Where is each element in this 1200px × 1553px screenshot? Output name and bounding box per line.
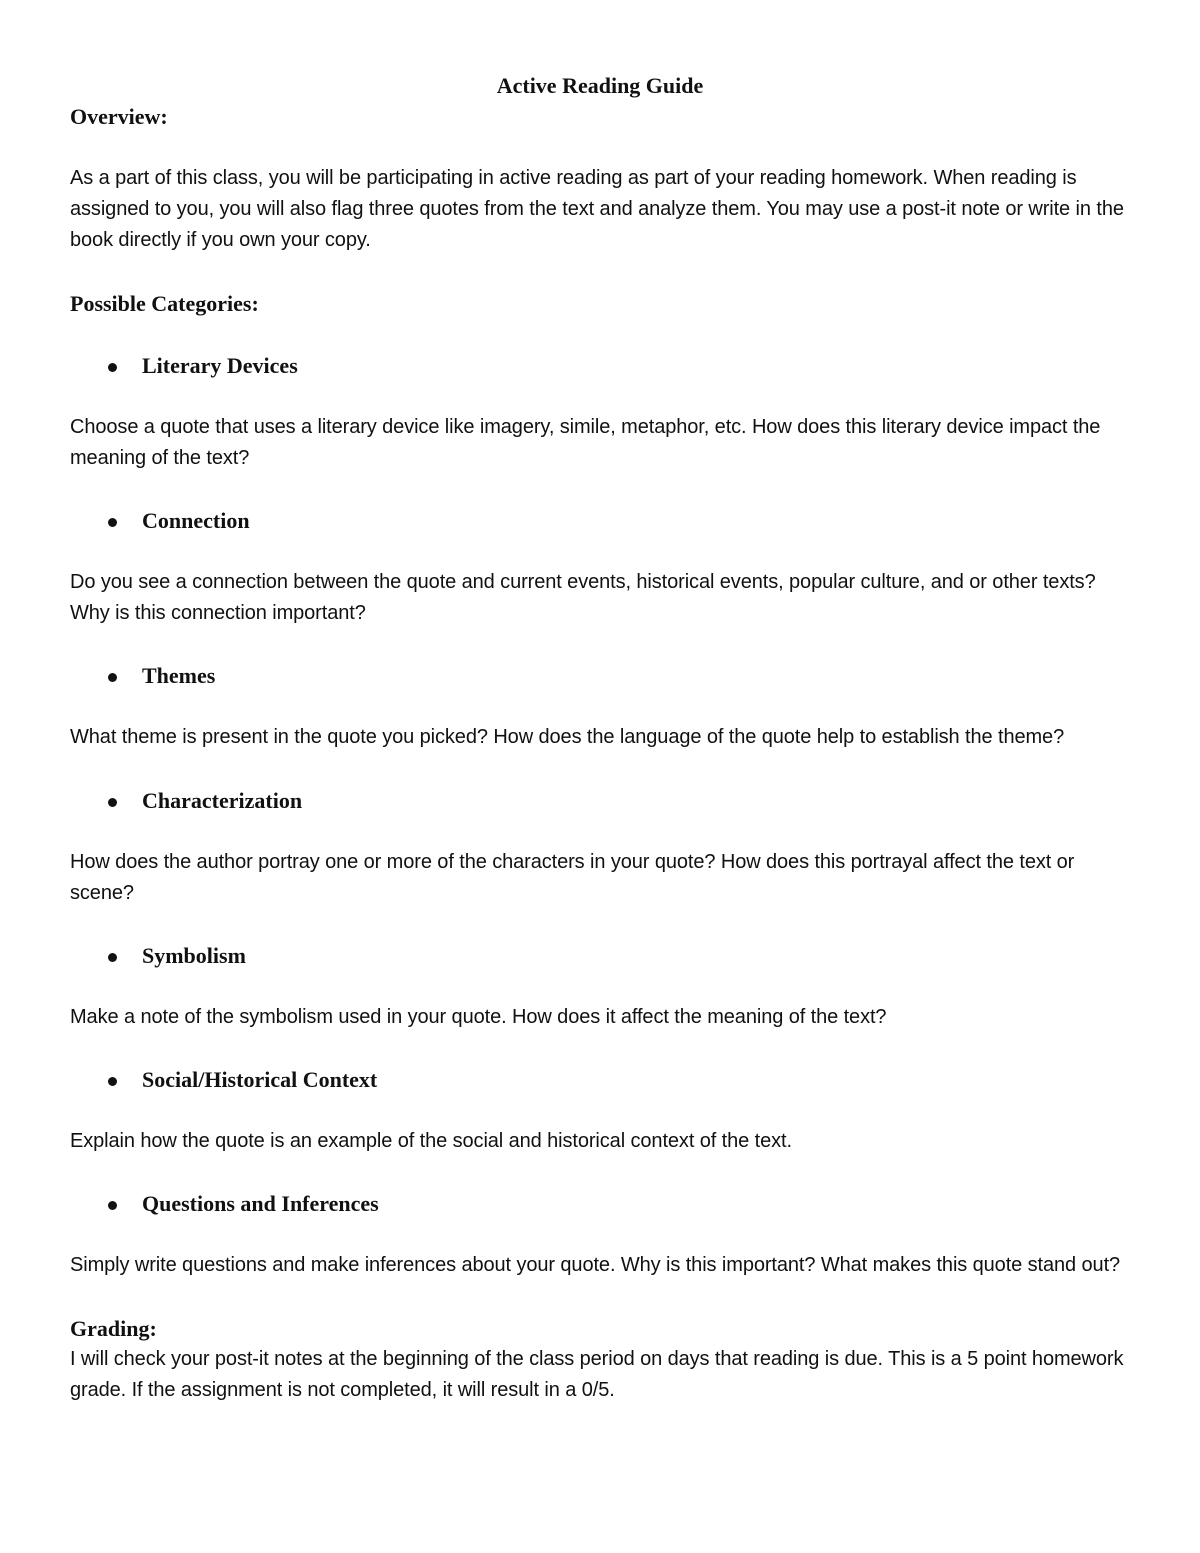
category-item-characterization	[70, 785, 1130, 940]
spacer	[70, 909, 1130, 940]
bullet-icon	[108, 673, 117, 682]
category-item-questions-and-inferences	[70, 1188, 1130, 1312]
category-item-symbolism	[70, 940, 1130, 1064]
category-label: Questions and Inferences	[70, 1188, 1130, 1219]
category-item-connection	[70, 505, 1130, 660]
page-title: Active Reading Guide	[496, 73, 704, 98]
spacer	[70, 1282, 1130, 1313]
category-item-social-historical-context	[70, 1064, 1130, 1188]
spacer	[70, 536, 1130, 567]
grading-heading: Grading:	[70, 1315, 157, 1341]
category-description: Choose a quote that uses a literary device like imagery, simile, metaphor, etc. How does this literary device impact the meaning of the text?	[70, 415, 1101, 469]
category-label: Characterization	[70, 785, 1130, 816]
category-label: Social/Historical Context	[70, 1064, 1130, 1095]
bullet-icon	[108, 363, 117, 372]
spacer	[70, 691, 1130, 722]
spacer	[70, 754, 1130, 785]
category-label: Symbolism	[70, 940, 1130, 971]
categories-heading: Possible Categories:	[70, 290, 259, 316]
spacer	[70, 132, 1130, 163]
spacer	[70, 1033, 1130, 1064]
category-description: Simply write questions and make inferences about your quote. Why is this important? What makes this quote stand out?	[70, 1254, 1121, 1277]
overview-text: As a part of this class, you will be participating in active reading as part of your reading homework. When reading is assigned to you, you will also flag three quotes from the text and analyze them. You may use a post-it note or write in the book directly if you own your copy.	[70, 167, 1124, 252]
category-description: What theme is present in the quote you picked? How does the language of the quote help to establish the theme?	[70, 726, 1065, 749]
category-label: Themes	[70, 660, 1130, 691]
bullet-icon	[108, 953, 117, 962]
spacer	[70, 257, 1130, 288]
spacer	[70, 816, 1130, 847]
spacer	[70, 971, 1130, 1002]
spacer	[70, 1219, 1130, 1250]
category-description: How does the author portray one or more of the characters in your quote? How does this portrayal affect the text or scene?	[70, 850, 1075, 904]
document-page	[70, 70, 1130, 1406]
spacer	[70, 1095, 1130, 1126]
category-label: Literary Devices	[70, 350, 1130, 381]
bullet-icon	[108, 798, 117, 807]
category-description: Explain how the quote is an example of the social and historical context of the text.	[70, 1130, 792, 1153]
spacer	[70, 474, 1130, 505]
bullet-icon	[108, 518, 117, 527]
bullet-icon	[108, 1201, 117, 1210]
category-item-themes	[70, 660, 1130, 784]
category-description: Make a note of the symbolism used in your quote. How does it affect the meaning of the text?	[70, 1006, 887, 1029]
spacer	[70, 319, 1130, 350]
overview-heading: Overview:	[70, 104, 168, 129]
category-description: Do you see a connection between the quote and current events, historical events, popular culture, and or other texts? Why is this connection important?	[70, 571, 1096, 625]
category-list	[70, 350, 1130, 1313]
spacer	[70, 629, 1130, 660]
grading-text: I will check your post-it notes at the beginning of the class period on days that reading is due. This is a 5 point homework grade. If the assignment is not completed, it will result in a 0/5.	[70, 1347, 1124, 1401]
category-item-literary-devices	[70, 350, 1130, 505]
bullet-icon	[108, 1077, 117, 1086]
category-label: Connection	[70, 505, 1130, 536]
spacer	[70, 381, 1130, 412]
spacer	[70, 1157, 1130, 1188]
